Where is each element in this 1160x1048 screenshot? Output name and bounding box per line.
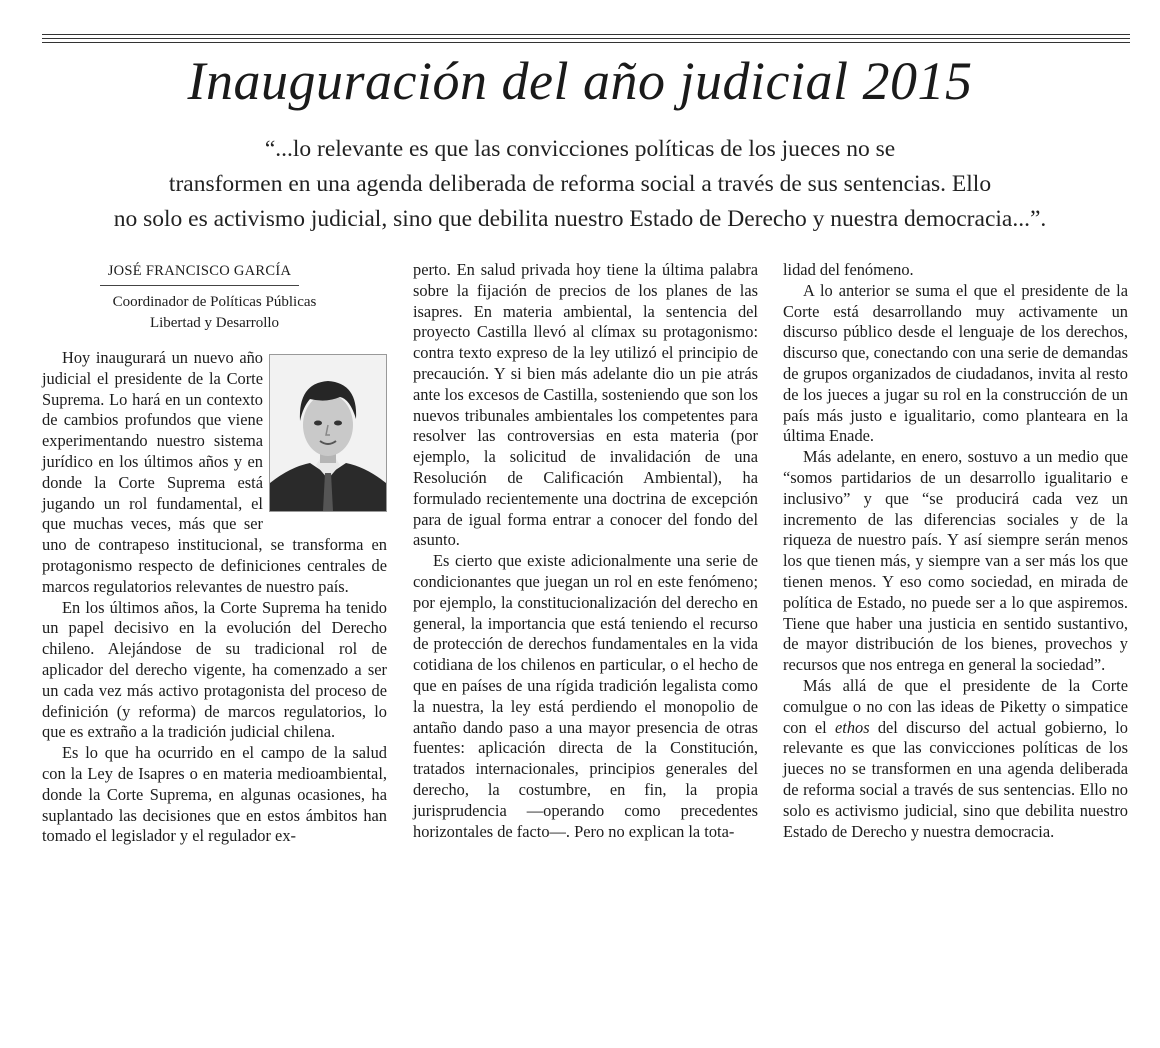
byline — [42, 261, 387, 286]
column-1 — [42, 260, 387, 847]
top-rule-3 — [42, 42, 1130, 43]
paragraph-text: Hoy inaugurará un nuevo año judicial el presidente de la Corte Suprema. Lo hará en un contexto de cambios profundos que viene experimentando nuestro sistema jurídico en los últimos años y en donde la Corte Suprema está jugando un rol fundamental, el que muchas veces, más que ser uno de contrapeso institucional, se transforma en protagonismo respecto de definiciones centrales de marcos regulatorios relevantes de nuestro país. — [42, 348, 387, 596]
author-name: JOSÉ FRANCISCO GARCÍA — [100, 261, 300, 286]
paragraph: A lo anterior se suma el que el presidente de la Corte está desarrollando muy activamente un discurso público desde el lenguaje de los derechos, discurso que, conectando con una serie de demandas de grupos organizados de ciudadanos, invita al resto de los jueces a jugar su rol en la construcción de un país más justo e igualitario, como planteara en la última Enade. — [783, 280, 1128, 446]
paragraph: En los últimos años, la Corte Suprema ha tenido un papel decisivo en la evolución del Derecho chileno. Alejándose de su tradicional rol de aplicador del derecho vigente, ha comenzado a ser un cada vez más activo protagonista del proceso de definición (y reforma) de marcos regulatorios, lo que es extraño a la tradición judicial chilena. — [42, 597, 387, 742]
author-portrait-icon — [270, 355, 386, 511]
paragraph-text: del discurso del actual gobierno, lo relevante es que las convicciones políticas de los jueces no se transformen en una agenda deliberada de reforma social a través de sus sentencias. Ello no solo es activismo judicial, sino que debilita nuestro Estado de Derecho y nuestra democracia. — [783, 717, 1128, 841]
article-title: Inauguración del año judicial 2015 — [187, 51, 973, 111]
paragraph: Más adelante, en enero, sostuvo a un medio que “somos partidarios de un desarrollo igualitario e inclusivo” y que “se producirá cada vez un incremento de las diferencias sociales y de la riqueza de nuestro país. Y así siempre serán menos los que tienen más, y siempre van a ser más los que tienen menos. Y eso como sociedad, en mirada de política de Estado, no puede ser a lo que aspiremos. Tiene que haber una justicia en sentido sustantivo, de mayor distribución de los bienes, provechos y recursos que nos entrega en general la sociedad”. — [783, 447, 1128, 675]
column-2 — [413, 260, 758, 842]
paragraph: perto. En salud privada hoy tiene la última palabra sobre la fijación de precios de los planes de las isapres. En materia ambiental, la sentencia del proyecto Castilla llevó al clímax su protagonismo: contra texto expreso de la ley utilizó el principio de precaución. Y si bien más adelante dio un pie atrás ante los excesos de Castilla, sosteniendo que son los nuevos tribunales ambientales los competentes para resolver las controversias en esta materia (por ejemplo, la solicitud de invalidación de una Resolución de Calificación Ambiental), ha formulado recientemente una doctrina de excepción para de igual forma entrar a conocer del fondo del asunto. — [413, 260, 758, 550]
paragraph: Es lo que ha ocurrido en el campo de la salud con la Ley de Isapres o en materia medioambiental, donde la Corte Suprema, en algunas ocasiones, ha suplantado las decisiones que en estos ámbitos han tomado el legislador y el regulador ex- — [42, 743, 387, 846]
author-affiliation — [42, 292, 387, 334]
emphasis: ethos — [834, 717, 870, 737]
author-role: Coordinador de Políticas Públicas — [112, 294, 317, 310]
pull-quote — [40, 132, 1120, 237]
paragraph — [42, 348, 387, 598]
top-rule-2 — [42, 38, 1130, 39]
paragraph — [783, 676, 1128, 842]
author-organization: Libertad y Desarrollo — [149, 315, 280, 331]
author-photo — [269, 354, 387, 512]
pull-quote-line: “...lo relevante es que las convicciones políticas de los jueces no se — [264, 136, 896, 162]
paragraph: lidad del fenómeno. — [783, 260, 914, 279]
paragraph: Es cierto que existe adicionalmente una serie de condicionantes que juegan un rol en este fenómeno; por ejemplo, la constitucionalización del derecho en general, la importancia que está teniendo el recurso de protección de derechos fundamentales en la vida cotidiana de los chilenos en particular, o el hecho de que en países de una rígida tradición legalista como la nuestra, la ley está perdiendo el monopolio de antaño dando paso a una mayor presencia de otras fuentes: aplicación directa de la Constitución, tratados internacionales, principios generales del derecho, la costumbre, en fin, la propia jurisprudencia —operando como precedentes horizontales de facto—. Pero no explican la tota- — [413, 551, 758, 841]
top-rule — [42, 34, 1130, 35]
paragraph-text: Más allá de que el presidente de la Corte comulgue o no con las ideas de Piketty o simpatice con el — [783, 675, 1128, 737]
pull-quote-line: no solo es activismo judicial, sino que debilita nuestro Estado de Derecho y nuestra democracia...”. — [113, 206, 1047, 232]
pull-quote-line: transformen en una agenda deliberada de reforma social a través de sus sentencias. Ello — [168, 171, 992, 197]
column-3 — [783, 260, 1128, 842]
